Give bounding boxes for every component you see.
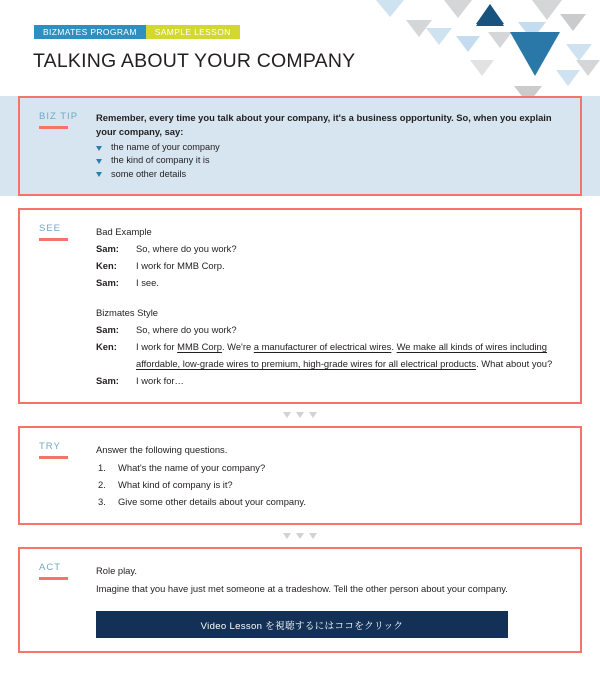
speaker-name: Ken: xyxy=(96,260,117,272)
triangle-bullet-icon xyxy=(96,172,102,177)
table-row xyxy=(96,274,560,291)
biz-tip-band xyxy=(0,96,600,196)
label-underline xyxy=(39,456,68,459)
dialogue-spacer xyxy=(96,291,560,304)
down-triangle-icon xyxy=(283,533,291,539)
label-underline xyxy=(39,577,68,580)
table-row xyxy=(96,372,560,389)
list-item-label: the kind of company it is xyxy=(111,155,210,166)
biz-tip-section xyxy=(18,96,582,196)
see-label-column xyxy=(20,223,96,389)
table-row xyxy=(96,338,560,372)
speaker-name: Sam: xyxy=(96,277,119,289)
speaker-name: Sam: xyxy=(96,324,119,336)
dialogue-line: I work for MMB Corp. xyxy=(136,260,225,272)
act-section xyxy=(18,547,582,653)
dialogue-line xyxy=(136,338,560,372)
dialogue-text-part: . xyxy=(391,341,397,353)
badge-sample-lesson: SAMPLE LESSON xyxy=(146,25,240,39)
act-line-roleplay: Role play. xyxy=(96,565,137,577)
down-triangle-icon xyxy=(296,533,304,539)
act-label-column xyxy=(20,562,96,638)
list-item xyxy=(96,168,560,181)
dialogue-line: So, where do you work? xyxy=(136,324,237,336)
section-separator xyxy=(0,525,600,547)
list-item-label: some other details xyxy=(111,168,187,179)
page-title: TALKING ABOUT YOUR COMPANY xyxy=(33,50,356,72)
act-body xyxy=(96,562,580,638)
list-item xyxy=(96,476,560,493)
list-item-label: Give some other details about your company. xyxy=(118,496,306,508)
act-label: ACT xyxy=(39,562,61,574)
section-separator xyxy=(0,404,600,426)
list-item xyxy=(96,493,560,510)
list-item-label: What kind of company is it? xyxy=(118,479,233,491)
badge-bizmates-program: BIZMATES PROGRAM xyxy=(34,25,146,39)
page-header xyxy=(0,0,600,96)
dialogue-underlined-company: MMB Corp xyxy=(177,341,222,353)
list-item-number: 1. xyxy=(98,462,106,474)
dialogue-underlined-kind: a manufacturer of electrical wires xyxy=(253,341,392,353)
try-intro-text: Answer the following questions. xyxy=(96,444,228,456)
see-body xyxy=(96,223,580,389)
bad-example-heading: Bad Example xyxy=(96,226,152,238)
label-underline xyxy=(39,238,68,241)
try-band xyxy=(0,426,600,525)
triangle-bullet-icon xyxy=(96,146,102,151)
list-item-label: the name of your company xyxy=(111,142,220,152)
try-label-column xyxy=(20,441,96,510)
list-item-number: 2. xyxy=(98,479,106,491)
decorative-triangles xyxy=(370,0,600,96)
biz-tip-body xyxy=(96,111,580,181)
biz-tip-label: BIZ TIP xyxy=(39,111,79,122)
list-item-label: What's the name of your company? xyxy=(118,462,266,474)
speaker-name: Sam: xyxy=(96,243,119,255)
act-line-instruction: Imagine that you have just met someone at a tradeshow. Tell the other person about your company. xyxy=(96,583,508,595)
see-band xyxy=(0,208,600,404)
down-triangle-icon xyxy=(296,412,304,418)
speaker-name: Ken: xyxy=(96,341,117,353)
triangle-bullet-icon xyxy=(96,159,102,164)
label-underline xyxy=(39,126,68,129)
list-item xyxy=(96,459,560,476)
try-label: TRY xyxy=(39,441,61,453)
dialogue-underlined-details: We make all kinds of wires including affordable, low-grade wires to premium, high-grade wires for all electrical products xyxy=(136,341,547,370)
biz-tip-label-column xyxy=(20,111,96,181)
table-row xyxy=(96,257,560,274)
list-item-number: 3. xyxy=(98,496,106,508)
list-item xyxy=(96,141,560,154)
video-lesson-button[interactable]: Video Lesson を視聴するにはココをクリック xyxy=(96,611,508,638)
see-section xyxy=(18,208,582,404)
try-question-list xyxy=(96,459,560,510)
down-triangle-icon xyxy=(283,412,291,418)
dialogue-line: I work for… xyxy=(136,375,184,387)
list-item xyxy=(96,154,560,167)
down-triangle-icon xyxy=(309,533,317,539)
dialogue-line: I see. xyxy=(136,277,159,289)
try-section xyxy=(18,426,582,525)
see-label: SEE xyxy=(39,223,62,235)
badge-group xyxy=(34,25,240,39)
biz-tip-paragraph: Remember, every time you talk about your company, it's a business opportunity. So, when you explain your company, say: xyxy=(96,112,552,137)
table-row xyxy=(96,321,560,338)
dialogue-text-part: I work for xyxy=(136,341,178,353)
speaker-name: Sam: xyxy=(96,375,119,387)
bizmates-style-heading: Bizmates Style xyxy=(96,307,158,319)
act-band xyxy=(0,547,600,653)
try-body xyxy=(96,441,580,510)
dialogue-line: So, where do you work? xyxy=(136,243,237,255)
down-triangle-icon xyxy=(309,412,317,418)
table-row xyxy=(96,240,560,257)
dialogue-text-part: . We're xyxy=(221,341,254,353)
biz-tip-bullet-list xyxy=(96,141,560,181)
dialogue-text-part: . What about you? xyxy=(476,358,553,370)
